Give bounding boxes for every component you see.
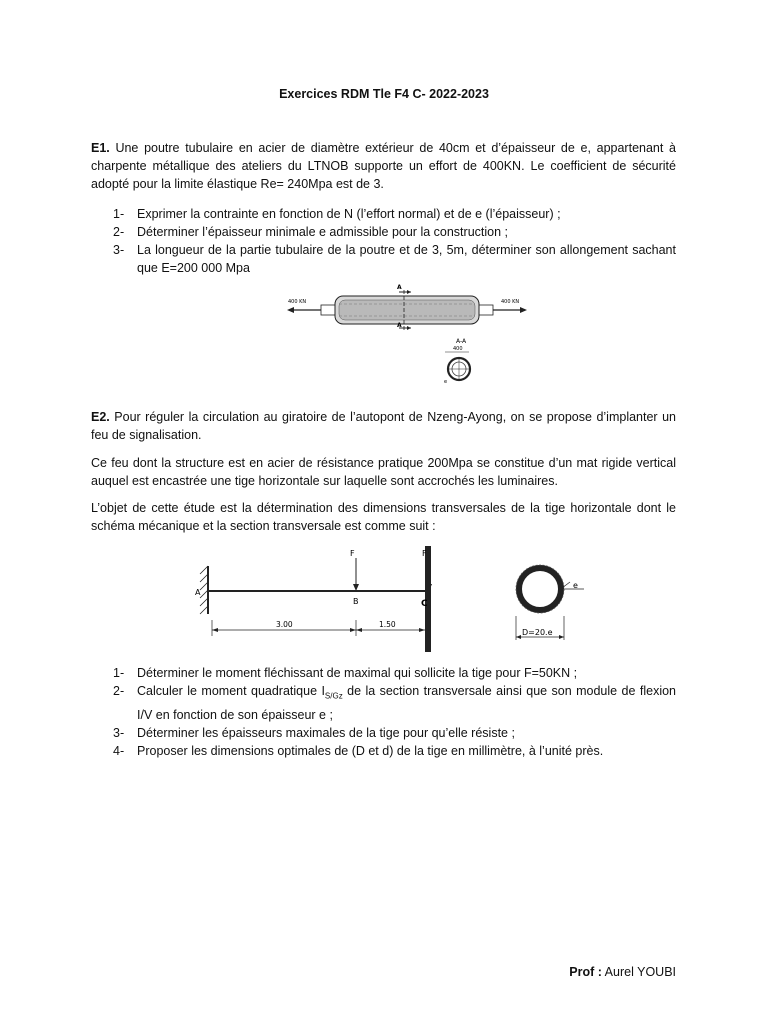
e2-cantilever-figure [190, 544, 590, 654]
item-text: Déterminer les épaisseurs maximales de la tige pour qu’elle résiste ; [137, 725, 515, 740]
item-text: La longueur de la partie tubulaire de la poutre et de 3, 5m, déterminer son allongement sachant que E=200 000 Mpa [137, 243, 676, 275]
item-text: Calculer le moment quadratique $I_{S/Gz}$ de la section transversale ainsi que son module de flexion I/V en fonction de son épaisseur e ; [137, 684, 676, 722]
item-number: 2- [113, 225, 125, 239]
point-a-label: A [195, 588, 201, 597]
e2-section-diameter-label: D=20.e [522, 628, 553, 637]
dim-ab-label: 3.00 [276, 620, 293, 629]
e2-paragraph-2: Ce feu dont la structure est en acier de résistance pratique 200Mpa se constitue d’un mat rigide vertical auquel est encastrée une tige horizontale sur laquelle sont accrochés les luminaires. [91, 456, 676, 488]
e2-question-list [113, 664, 676, 760]
list-item [113, 205, 676, 223]
e1-intro [91, 139, 676, 193]
e1-label: E1. [91, 141, 110, 155]
list-item [113, 682, 676, 724]
page-title: Exercices RDM Tle F4 C- 2022-2023 [279, 87, 489, 101]
item-text: Déterminer le moment fléchissant de maximal qui sollicite la tige pour F=50KN ; [137, 666, 578, 680]
right-arrow-icon [520, 307, 527, 313]
list-item [113, 241, 676, 277]
list-item [113, 223, 676, 241]
list-item [113, 724, 676, 742]
dim-bc-label: 1.50 [379, 620, 396, 629]
force-b-label: F [350, 549, 355, 558]
point-b-label: B [353, 597, 359, 606]
section-thickness-label: e [444, 379, 448, 385]
list-item [113, 664, 676, 682]
list-item [113, 742, 676, 760]
e2-intro [91, 408, 676, 444]
section-mark-bottom: A [397, 322, 402, 329]
left-shaft [321, 305, 335, 315]
section-diameter-label: 400 [453, 346, 463, 352]
e2-label: E2. [91, 410, 110, 424]
item-text: Exprimer la contrainte en fonction de N (l’effort normal) et de e (l’épaisseur) ; [137, 207, 561, 221]
footer-label: Prof : [569, 965, 602, 979]
force-c-label: F [422, 549, 427, 558]
left-arrow-icon [287, 307, 294, 313]
force-left-label: 400 KN [288, 299, 307, 305]
author-footer [569, 965, 676, 979]
item-text: Proposer les dimensions optimales de (D et d) de la tige en millimètre, à l’unité près. [137, 743, 604, 758]
item-number: 4- [113, 743, 125, 758]
item-text: Déterminer l’épaisseur minimale e admissible pour la construction ; [137, 225, 508, 239]
section-title: A-A [456, 338, 467, 345]
item-number: 3- [113, 725, 125, 740]
e1-beam-figure [283, 280, 533, 388]
e1-intro-text: Une poutre tubulaire en acier de diamètre extérieur de 40cm et d’épaisseur de e, appartenant à charpente métallique des ateliers du LTNOB supporte un effort de 400KN. Le coefficient de sécurité adopté pour la limite élastique Re= 240Mpa est de 3. [91, 141, 676, 191]
item-number: 1- [113, 666, 125, 680]
e2-intro-text: Pour réguler la circulation au giratoire de l’autopont de Nzeng-Ayong, on se propose d’implanter un feu de signalisation. [91, 410, 677, 442]
wall-hatch [200, 566, 208, 614]
e1-question-list [113, 205, 676, 277]
e2-section-thickness-label: e [573, 581, 578, 590]
force-right-label: 400 KN [501, 299, 520, 305]
item-number: 3- [113, 243, 125, 257]
e2-paragraph-3: L’objet de cette étude est la détermination des dimensions transversales de la tige horizontale dont le schéma mécanique et la section transversale est comme suit : [91, 501, 676, 533]
author-name: Aurel YOUBI [601, 965, 676, 979]
right-shaft [479, 305, 493, 315]
item-number: 2- [113, 684, 125, 698]
item-number: 1- [113, 207, 125, 221]
section-mark-top: A [397, 284, 402, 291]
e2-section-ring [519, 568, 561, 610]
tube-texture [339, 300, 475, 320]
point-c-label: C [421, 599, 428, 609]
